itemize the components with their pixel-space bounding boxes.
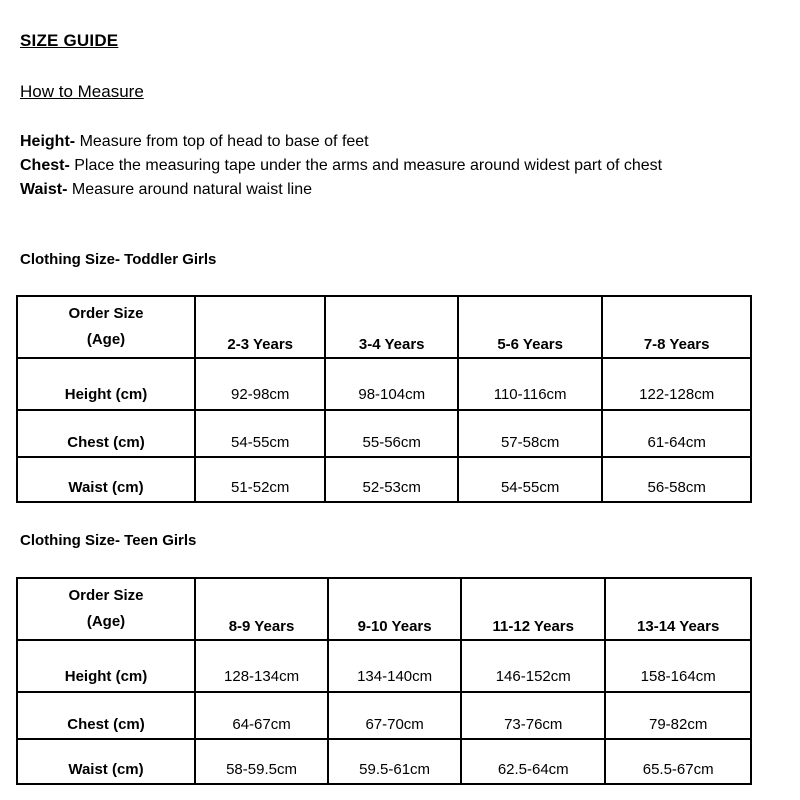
column-header: 9-10 Years (328, 578, 461, 640)
table-row (17, 358, 751, 410)
table-cell: 64-67cm (195, 692, 328, 739)
table-cell: 67-70cm (328, 692, 461, 739)
table-cell: 79-82cm (605, 692, 751, 739)
row-label: Height (cm) (17, 358, 195, 410)
order-size-label: Order Size (68, 305, 144, 322)
table-cell: 128-134cm (195, 640, 328, 692)
table-cell: 57-58cm (458, 410, 602, 457)
row-label: Chest (cm) (17, 692, 195, 739)
table-cell: 54-55cm (195, 410, 325, 457)
column-header: 13-14 Years (605, 578, 751, 640)
table-row (17, 640, 751, 692)
table-header-row (17, 296, 751, 358)
age-label: (Age) (86, 613, 126, 630)
definition-term: Height- (20, 133, 76, 150)
row-label: Waist (cm) (17, 739, 195, 784)
table-row (17, 739, 751, 784)
how-to-measure-heading: How to Measure (20, 82, 144, 101)
table-cell: 98-104cm (325, 358, 458, 410)
table-cell: 58-59.5cm (195, 739, 328, 784)
table-cell: 62.5-64cm (461, 739, 605, 784)
table-cell: 55-56cm (325, 410, 458, 457)
definition-text: Place the measuring tape under the arms and measure around widest part of chest (74, 157, 663, 174)
definition-chest (20, 154, 662, 178)
table-cell: 65.5-67cm (605, 739, 751, 784)
table-header-row (17, 578, 751, 640)
table-cell: 158-164cm (605, 640, 751, 692)
table-cell: 59.5-61cm (328, 739, 461, 784)
toddler-size-table (16, 295, 752, 503)
page-title: SIZE GUIDE (20, 31, 119, 50)
column-header: 11-12 Years (461, 578, 605, 640)
age-label: (Age) (86, 331, 126, 348)
table-row (17, 692, 751, 739)
column-header: 3-4 Years (325, 296, 458, 358)
definition-waist (20, 178, 662, 202)
table-cell: 51-52cm (195, 457, 325, 502)
order-size-header (17, 296, 195, 358)
table-cell: 146-152cm (461, 640, 605, 692)
table-row (17, 457, 751, 502)
teen-girls-heading: Clothing Size- Teen Girls (20, 532, 197, 549)
table-cell: 56-58cm (602, 457, 751, 502)
definition-term: Chest- (20, 157, 70, 174)
row-label: Waist (cm) (17, 457, 195, 502)
table-row (17, 410, 751, 457)
table-cell: 110-116cm (458, 358, 602, 410)
definition-height (20, 130, 662, 154)
table-cell: 122-128cm (602, 358, 751, 410)
teen-size-table (16, 577, 752, 785)
table-cell: 61-64cm (602, 410, 751, 457)
column-header: 8-9 Years (195, 578, 328, 640)
definition-text: Measure from top of head to base of feet (79, 133, 369, 150)
table-cell: 73-76cm (461, 692, 605, 739)
definition-term: Waist- (20, 181, 68, 198)
table-cell: 92-98cm (195, 358, 325, 410)
column-header: 2-3 Years (195, 296, 325, 358)
table-cell: 54-55cm (458, 457, 602, 502)
row-label: Height (cm) (17, 640, 195, 692)
measurement-definitions (20, 130, 662, 202)
order-size-header (17, 578, 195, 640)
row-label: Chest (cm) (17, 410, 195, 457)
column-header: 7-8 Years (602, 296, 751, 358)
table-cell: 52-53cm (325, 457, 458, 502)
toddler-girls-heading: Clothing Size- Toddler Girls (20, 251, 217, 268)
column-header: 5-6 Years (458, 296, 602, 358)
definition-text: Measure around natural waist line (71, 181, 312, 198)
order-size-label: Order Size (68, 587, 144, 604)
table-cell: 134-140cm (328, 640, 461, 692)
